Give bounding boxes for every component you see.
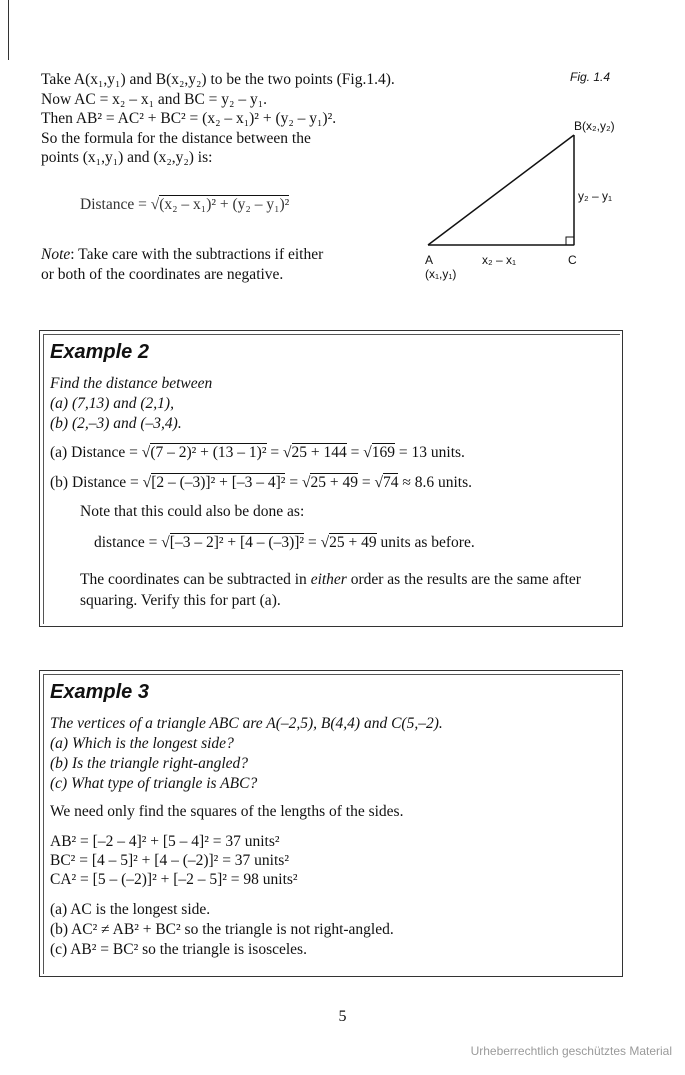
example-2-paragraph-line-1: [80, 571, 581, 589]
figure-1-4: [420, 65, 640, 295]
sqrt-symbol: √: [141, 444, 151, 461]
example-3-question: The vertices of a triangle ABC are A(–2,5), B(4,4) and C(5,–2).: [50, 715, 443, 732]
equals: =: [285, 474, 302, 491]
copyright-watermark: Urheberrechtlich geschütztes Material: [470, 1044, 672, 1058]
example-3-answer-a: (a) AC is the longest side.: [50, 901, 211, 918]
equals: =: [266, 444, 283, 461]
sqrt-symbol: √: [150, 196, 160, 213]
triangle-diagram: [420, 65, 640, 295]
equals: =: [304, 534, 321, 551]
sqrt-symbol: √: [301, 474, 311, 491]
example-2-alternative: [94, 533, 475, 552]
vertex-c-label: C: [568, 253, 577, 267]
vertex-a-label: A: [425, 253, 434, 267]
page-number: 5: [338, 1008, 347, 1025]
hypotenuse-line: [428, 135, 574, 245]
example-2-answer-a: [50, 443, 465, 462]
example-3-question-b: (b) Is the triangle right-angled?: [50, 755, 249, 772]
figure-label: Fig. 1.4: [570, 70, 611, 84]
sqrt-symbol: √: [363, 444, 372, 461]
example-2-answer-b: [50, 473, 472, 492]
sqrt-symbol: √: [374, 474, 383, 491]
sqrt-symbol: √: [320, 534, 330, 551]
example-3-intro: We need only find the squares of the lengths of the sides.: [50, 803, 404, 820]
intro-line-1: Take A(x₁,y₁) and B(x₂,y₂) to be the two points (Fig.1.4).: [41, 71, 395, 88]
example-2-title: Example 2: [50, 341, 149, 363]
equals: =: [346, 444, 364, 461]
base-label: x₂ – x₁: [482, 253, 517, 267]
example-2-note: Note that this could also be done as:: [80, 503, 305, 520]
equals: =: [357, 474, 375, 491]
example-3-answer-b: (b) AC² ≠ AB² + BC² so the triangle is not right-angled.: [50, 921, 394, 938]
answer-a-radicand-3: 169: [371, 444, 396, 461]
example-3-box: [39, 670, 623, 977]
answer-b-label: (b) Distance =: [50, 474, 139, 491]
note-paragraph: [41, 245, 401, 284]
answer-b-radicand-1: [2 – (–3)]² + [–3 – 4]²: [151, 474, 286, 491]
intro-line-2: Now AC = x₂ – x₁ and BC = y₂ – y₁.: [41, 90, 267, 108]
example-3-answer-c: (c) AB² = BC² so the triangle is isosceles.: [50, 941, 307, 958]
example-3-side-ab: AB² = [–2 – 4]² + [5 – 4]² = 37 units²: [50, 833, 280, 850]
paragraph-text: order as the results are the same after: [346, 571, 581, 588]
vertex-b-label: B(x₂,y₂): [574, 119, 615, 133]
answer-a-label: (a) Distance =: [50, 444, 138, 461]
height-label: y₂ – y₁: [578, 189, 613, 203]
sqrt-symbol: √: [283, 444, 292, 461]
answer-b-radicand-3: 74: [382, 474, 399, 491]
example-2-box: [39, 330, 623, 627]
example-3-title: Example 3: [50, 681, 149, 703]
example-2-question: Find the distance between: [50, 375, 213, 392]
example-2-question-b: (b) (2,–3) and (–3,4).: [50, 415, 182, 432]
intro-line-3: Then AB² = AC² + BC² = (x₂ – x₁)² + (y₂ – y₁)².: [41, 110, 337, 127]
answer-a-radicand-2: 25 + 144: [291, 444, 347, 461]
sqrt-symbol: √: [142, 474, 152, 491]
note-line-2: or both of the coordinates are negative.: [41, 265, 284, 283]
example-3-side-ca: CA² = [5 – (–2)]² + [–2 – 5]² = 98 units²: [50, 871, 298, 888]
margin-rule: [8, 0, 9, 60]
answer-a-result: = 13 units.: [395, 444, 465, 461]
example-3-question-c: (c) What type of triangle is ABC?: [50, 775, 258, 792]
intro-line-5: points (x₁,y₁) and (x₂,y₂) is:: [41, 149, 213, 166]
paragraph-text: The coordinates can be subtracted in: [80, 571, 311, 588]
example-3-side-bc: BC² = [4 – 5]² + [4 – (–2)]² = 37 units²: [50, 852, 289, 869]
alt-radicand-1: [–3 – 2]² + [4 – (–3)]²: [169, 534, 305, 551]
example-2-paragraph-line-2: squaring. Verify this for part (a).: [80, 592, 281, 609]
answer-b-result: ≈ 8.6 units.: [398, 474, 473, 491]
paragraph-emphasis: either: [310, 571, 347, 588]
intro-line-4: So the formula for the distance between the: [41, 129, 311, 147]
sqrt-symbol: √: [161, 534, 170, 551]
distance-formula-radicand: (x₂ – x₁)² + (y₂ – y₁)²: [159, 196, 290, 213]
distance-formula-lhs: Distance =: [80, 196, 147, 213]
answer-b-radicand-2: 25 + 49: [310, 474, 358, 491]
example-3-question-a: (a) Which is the longest side?: [50, 735, 234, 752]
example-2-question-a: (a) (7,13) and (2,1),: [50, 395, 174, 412]
alt-result: units as before.: [376, 534, 475, 551]
note-label: Note: [41, 246, 71, 263]
alt-label: distance =: [94, 534, 158, 551]
note-line-1: : Take care with the subtractions if either: [70, 246, 324, 263]
right-angle-marker: [566, 237, 574, 245]
intro-paragraph: [41, 70, 431, 168]
distance-formula: [80, 195, 289, 214]
vertex-a-coord: (x₁,y₁): [425, 267, 457, 281]
alt-radicand-2: 25 + 49: [329, 534, 377, 551]
answer-a-radicand-1: (7 – 2)² + (13 – 1)²: [150, 444, 267, 461]
